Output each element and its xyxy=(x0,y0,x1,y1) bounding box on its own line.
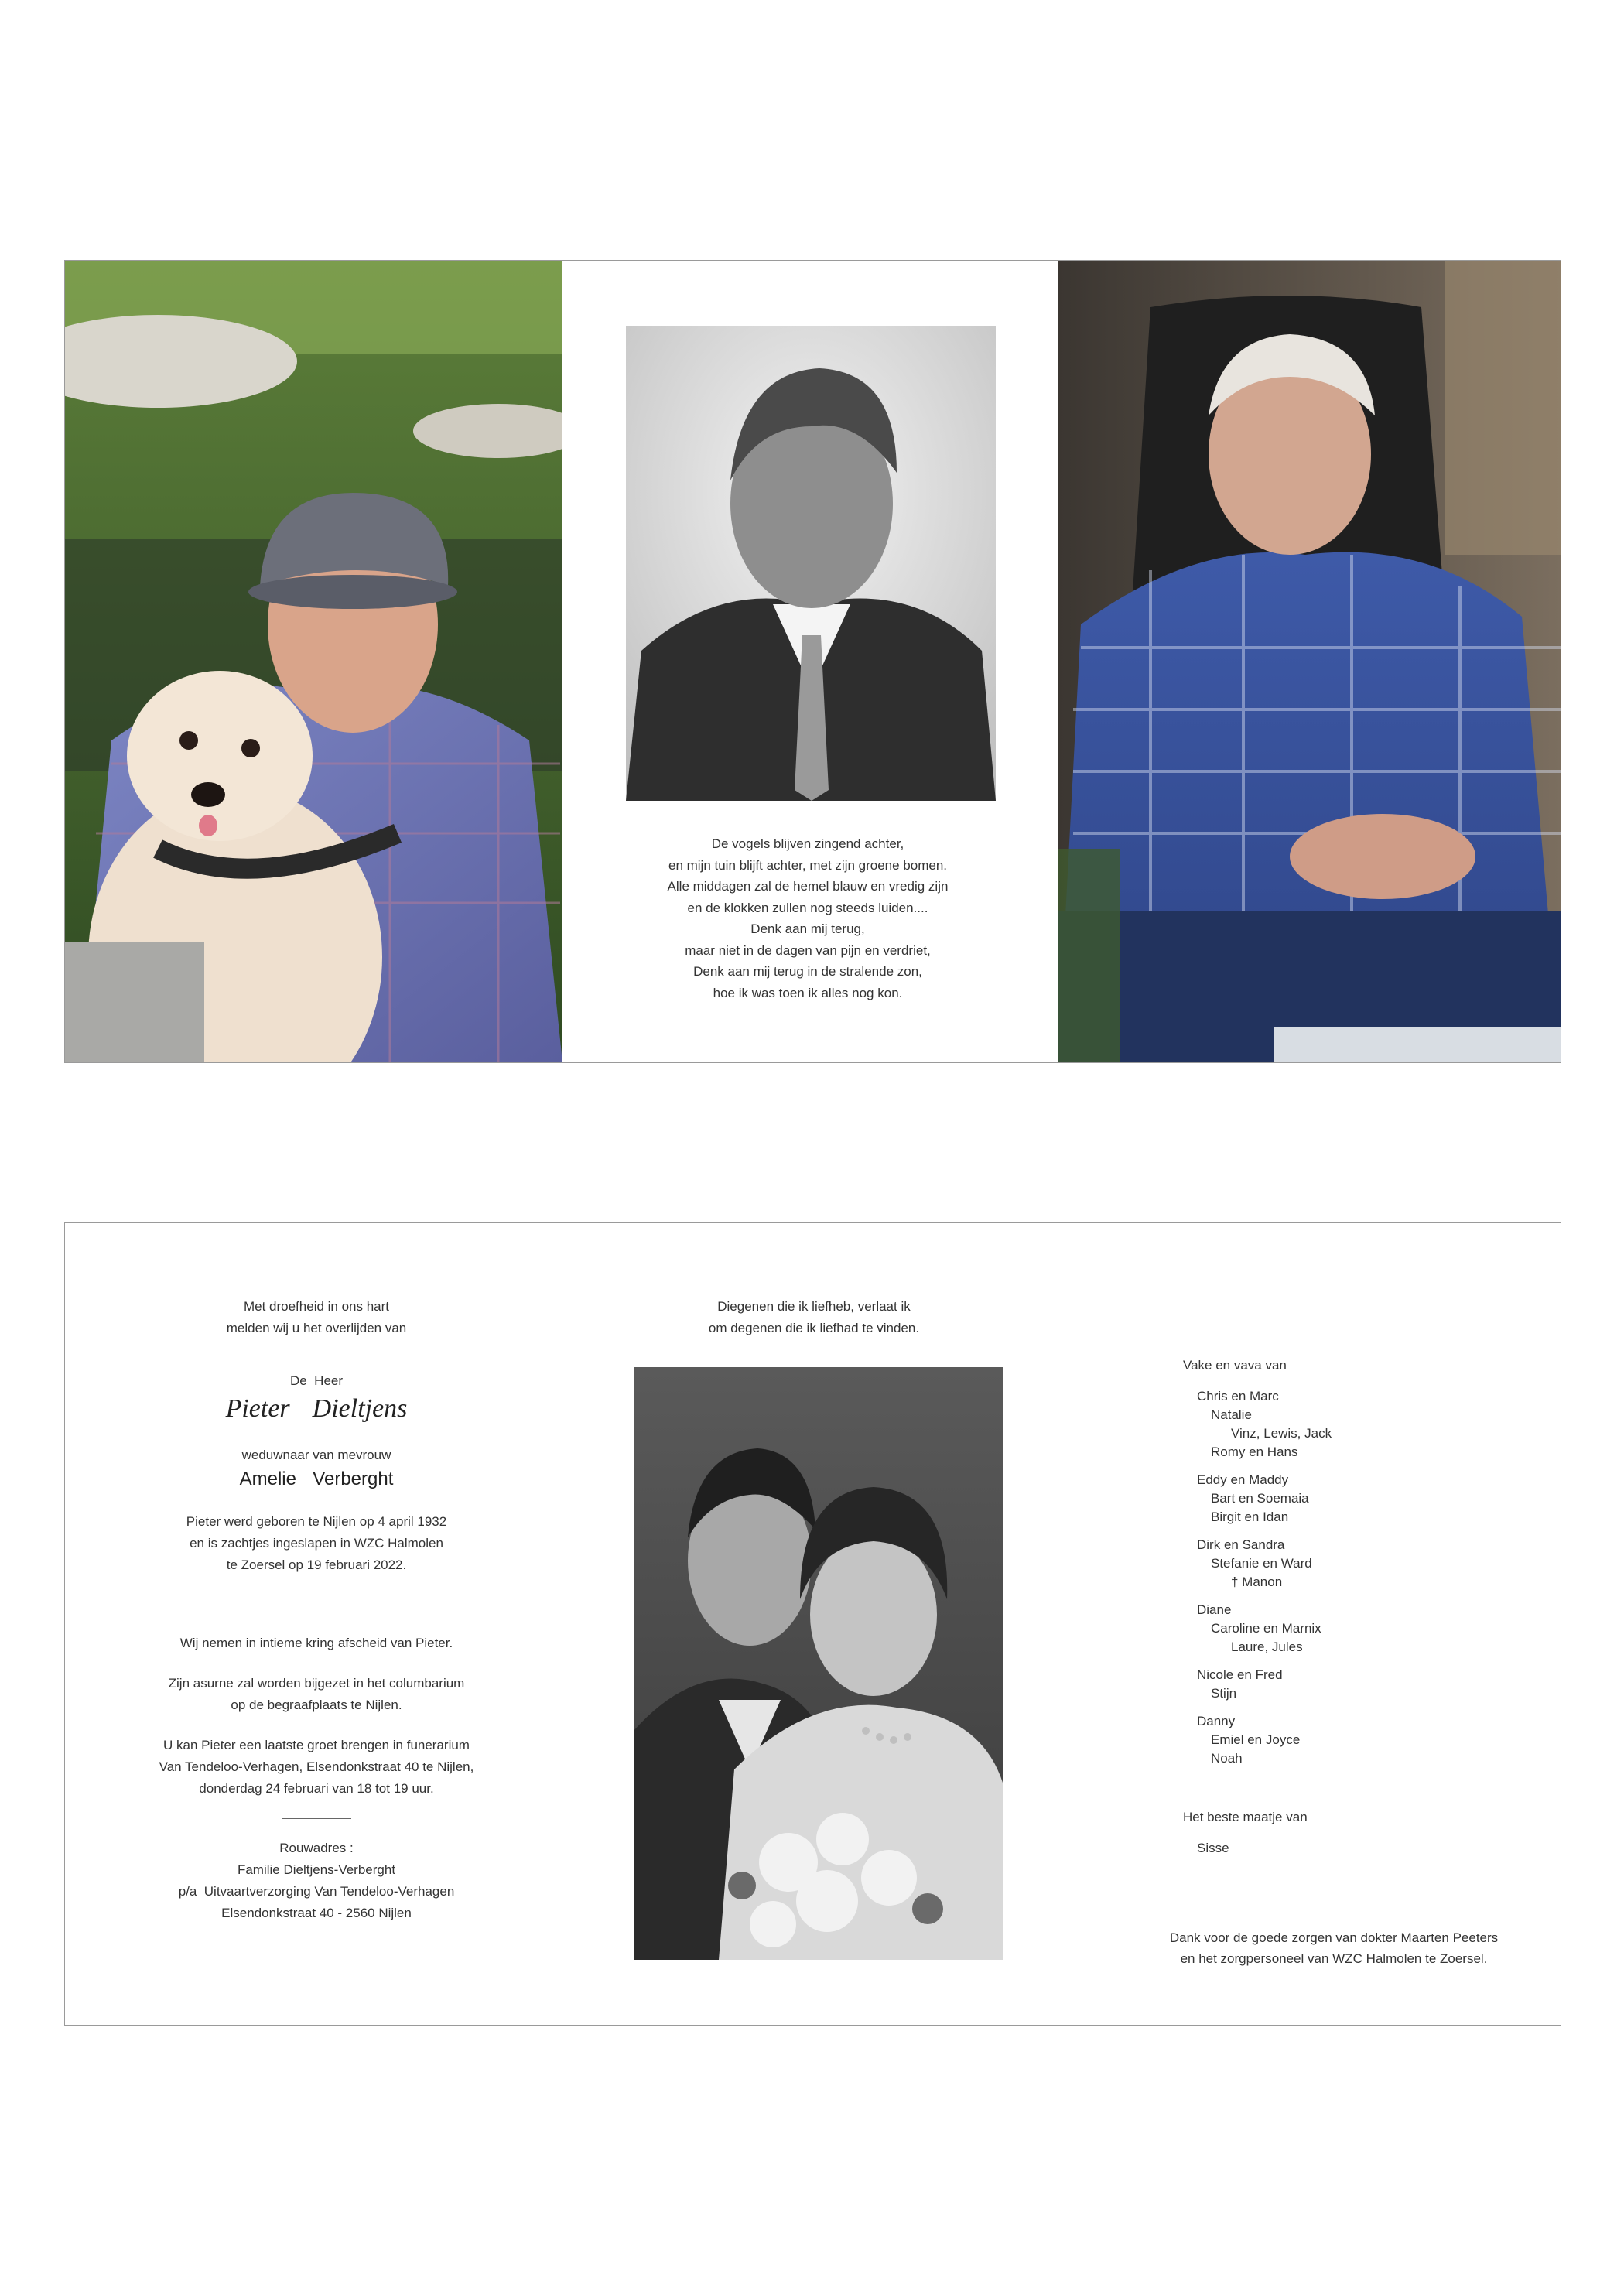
widower-label: weduwnaar van mevrouw xyxy=(241,1448,391,1462)
family-member: Eddy en Maddy xyxy=(1197,1472,1289,1487)
intro-line: Met droefheid in ons hart xyxy=(243,1299,390,1314)
family-member: † Manon xyxy=(1231,1575,1283,1589)
address-line: p/a Uitvaartverzorging Van Tendeloo-Verhagen xyxy=(178,1884,455,1899)
birth-line: Pieter werd geboren te Nijlen op 4 april 1932 xyxy=(186,1514,447,1529)
divider xyxy=(282,1818,351,1819)
poem-line: Denk aan mij terug in de stralende zon, xyxy=(693,964,922,979)
poem-line: Alle middagen zal de hemel blauw en vredig zijn xyxy=(667,879,949,894)
ashes-line: op de begraafplaats te Nijlen. xyxy=(231,1698,402,1712)
quote-line: om degenen die ik liefhad te vinden. xyxy=(708,1321,920,1335)
family-member: Chris en Marc xyxy=(1197,1389,1279,1404)
family-member: Stijn xyxy=(1211,1686,1237,1701)
family-group xyxy=(1183,1471,1508,1527)
intro-line: melden wij u het overlijden van xyxy=(226,1321,407,1335)
family-group xyxy=(1183,1666,1508,1703)
family-member: Vinz, Lewis, Jack xyxy=(1231,1426,1332,1441)
family-column xyxy=(1183,1356,1508,1858)
family-member: Birgit en Idan xyxy=(1211,1510,1289,1524)
poem-line: Denk aan mij terug, xyxy=(750,921,865,936)
outer-spread xyxy=(64,260,1561,1063)
family-member: Dirk en Sandra xyxy=(1197,1537,1285,1552)
poem-line: hoe ik was toen ik alles nog kon. xyxy=(713,985,903,1000)
family-member: Danny xyxy=(1197,1714,1236,1728)
visit-line: donderdag 24 februari van 18 tot 19 uur. xyxy=(199,1781,434,1796)
announcement-column xyxy=(142,1296,491,1924)
spouse-name: Amelie Verberght xyxy=(239,1469,394,1489)
thanks-note xyxy=(1133,1927,1535,1969)
family-member: Caroline en Marnix xyxy=(1211,1621,1321,1636)
address-label: Rouwadres : xyxy=(279,1841,354,1855)
family-member: Diane xyxy=(1197,1602,1232,1617)
buddy-name: Sisse xyxy=(1197,1841,1229,1855)
quote xyxy=(628,1296,1000,1339)
visit-line: Van Tendeloo-Verhagen, Elsendonkstraat 40 te Nijlen, xyxy=(159,1759,474,1774)
photo-man-in-chair xyxy=(1058,261,1561,1062)
birth-line: en is zachtjes ingeslapen in WZC Halmolen xyxy=(190,1536,443,1551)
deceased-name: Pieter Dieltjens xyxy=(225,1394,408,1423)
farewell-line: Wij nemen in intieme kring afscheid van Pieter. xyxy=(179,1636,453,1650)
family-group xyxy=(1183,1536,1508,1592)
address-line: Familie Dieltjens-Verberght xyxy=(237,1862,396,1877)
family-member: Romy en Hans xyxy=(1211,1445,1298,1459)
family-group xyxy=(1183,1601,1508,1657)
family-member: Emiel en Joyce xyxy=(1211,1732,1301,1747)
birth-line: te Zoersel op 19 februari 2022. xyxy=(226,1557,407,1572)
poem-line: maar niet in de dagen van pijn en verdriet, xyxy=(685,942,931,958)
family-member: Nicole en Fred xyxy=(1197,1667,1283,1682)
quote-line: Diegenen die ik liefheb, verlaat ik xyxy=(717,1299,911,1314)
family-list xyxy=(1183,1387,1508,1768)
poem-line: en de klokken zullen nog steeds luiden.... xyxy=(687,900,928,915)
inner-spread xyxy=(64,1222,1561,2026)
buddy-label: Het beste maatje van xyxy=(1183,1810,1308,1824)
poem-line: De vogels blijven zingend achter, xyxy=(711,836,904,851)
family-member: Noah xyxy=(1211,1751,1243,1766)
deceased-title: De Heer xyxy=(289,1373,344,1388)
family-group xyxy=(1183,1712,1508,1768)
visit-line: U kan Pieter een laatste groet brengen in funerarium xyxy=(163,1738,470,1752)
ashes-line: Zijn asurne zal worden bijgezet in het columbarium xyxy=(168,1676,465,1691)
photo-wedding-couple-bw xyxy=(634,1367,1003,1960)
thanks-line: Dank voor de goede zorgen van dokter Maarten Peeters xyxy=(1169,1930,1499,1945)
poem-line: en mijn tuin blijft achter, met zijn groene bomen. xyxy=(668,857,948,873)
grandparents-label: Vake en vava van xyxy=(1183,1358,1287,1373)
poem xyxy=(560,833,1055,1004)
family-member: Natalie xyxy=(1211,1407,1252,1422)
family-member: Bart en Soemaia xyxy=(1211,1491,1309,1506)
photo-portrait-bw xyxy=(626,326,996,801)
address-line: Elsendonkstraat 40 - 2560 Nijlen xyxy=(221,1906,412,1920)
photo-man-with-dog xyxy=(65,261,562,1062)
family-member: Laure, Jules xyxy=(1231,1639,1303,1654)
thanks-line: en het zorgpersoneel van WZC Halmolen te Zoersel. xyxy=(1180,1951,1488,1966)
family-member: Stefanie en Ward xyxy=(1211,1556,1312,1571)
family-group xyxy=(1183,1387,1508,1462)
